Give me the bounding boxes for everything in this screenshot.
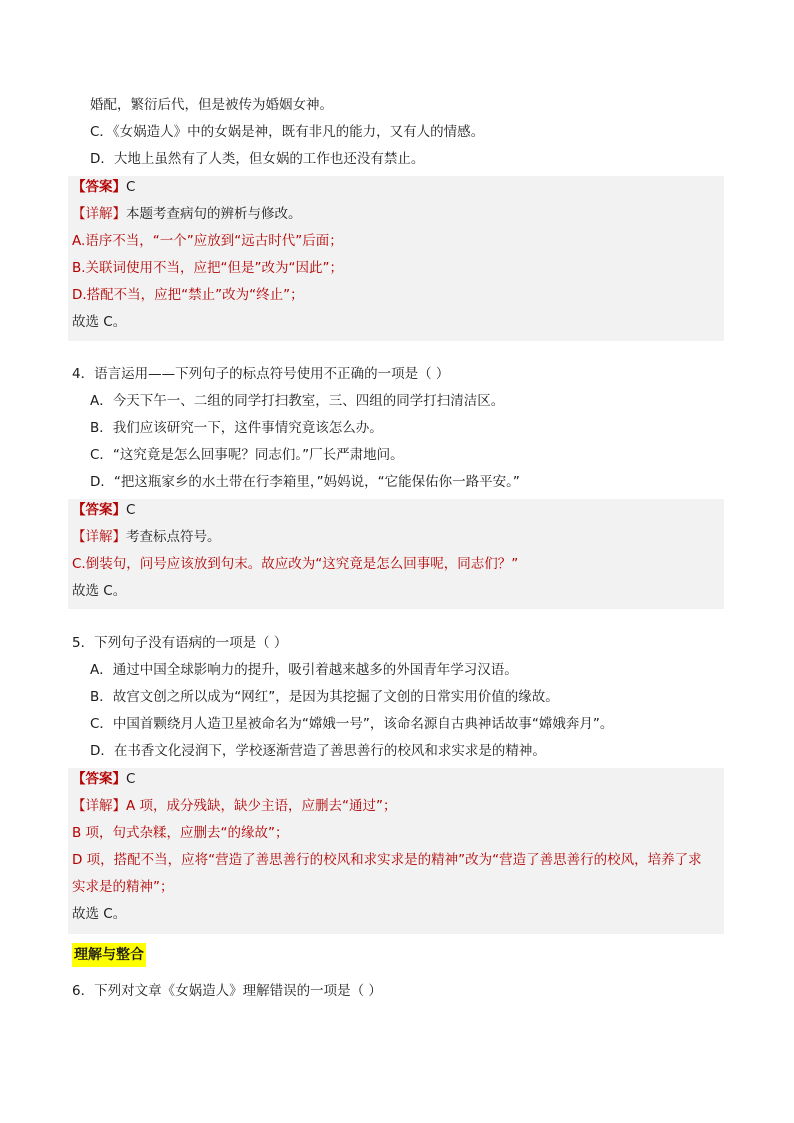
answer-label: 【答案】 [72,771,126,787]
answer-label: 【答案】 [72,179,126,195]
answer-label: 【答案】 [72,502,126,518]
q4-explain-c: C.倒装句，问号应该放到句末。故应改为“这究竟是怎么回事呢，同志们？” [72,556,519,572]
q3-option-d: D．大地上虽然有了人类，但女娲的工作也还没有禁止。 [90,151,425,167]
q3-detail-line [72,201,302,228]
q3-answer-line [72,174,135,201]
q5-explain-b: B 项，句式杂糅，应删去“的缘故”； [72,825,289,841]
q4-option-b: B．我们应该研究一下，这件事情究竟该怎么办。 [90,420,383,436]
q3-explain-d: D.搭配不当，应把“禁止”改为“终止”； [72,287,304,303]
answer-value: C [126,502,136,518]
detail-label: 【详解】 [72,529,126,545]
q5-option-b: B．故宫文创之所以成为“网红”，是因为其挖掘了文创的日常实用价值的缘故。 [90,689,559,705]
q4-stem: 4．语言运用——下列句子的标点符号使用不正确的一项是（ ） [72,366,450,382]
q3-conclusion: 故选 C。 [72,314,127,330]
q3-option-b-continuation: 婚配，繁衍后代，但是被传为婚姻女神。 [90,97,333,113]
q4-answer-line [72,497,135,524]
q5-option-c: C．中国首颗绕月人造卫星被命名为“嫦娥一号”，该命名源自古典神话故事“嫦娥奔月”。 [90,716,614,732]
q5-detail-line [72,793,397,820]
q5-option-d: D．在书香文化浸润下，学校逐渐营造了善思善行的校风和求实求是的精神。 [90,743,546,759]
q4-option-d: D．“把这瓶家乡的水土带在行李箱里，”妈妈说，“它能保佑你一路平安。” [90,474,520,490]
q5-stem: 5．下列句子没有语病的一项是（ ） [72,635,288,651]
q5-conclusion: 故选 C。 [72,906,127,922]
detail-text: 考查标点符号。 [126,529,221,545]
q5-explain-d-line2: 实求是的精神”； [72,879,174,895]
q4-conclusion: 故选 C。 [72,583,127,599]
q5-option-a: A．通过中国全球影响力的提升，吸引着越来越多的外国青年学习汉语。 [90,662,518,678]
section-heading: 理解与整合 [72,943,146,967]
answer-value: C [126,771,136,787]
q4-detail-line [72,524,221,551]
q5-answer-line [72,766,135,793]
answer-value: C [126,179,136,195]
detail-text: 本题考查病句的辨析与修改。 [126,206,302,222]
q5-explain-d-line1: D 项，搭配不当，应将“营造了善思善行的校风和求实求是的精神”改为“营造了善思善行的校风，培养了求 [72,852,702,868]
q3-explain-b: B.关联词使用不当，应把“但是”改为“因此”； [72,260,344,276]
detail-label: 【详解】 [72,206,126,222]
q3-explain-a: A.语序不当，“一个”应放到“远古时代”后面； [72,233,343,249]
detail-label: 【详解】 [72,798,126,814]
detail-text: A 项，成分残缺，缺少主语，应删去“通过”； [126,798,397,814]
q3-option-c: C．《女娲造人》中的女娲是神，既有非凡的能力，又有人的情感。 [90,124,485,140]
q4-option-a: A．今天下午一、二组的同学打扫教室，三、四组的同学打扫清洁区。 [90,393,505,409]
q4-option-c: C．“这究竟是怎么回事呢？同志们。”厂长严肃地问。 [90,447,404,463]
q6-stem: 6．下列对文章《女娲造人》理解错误的一项是（ ） [72,983,382,999]
